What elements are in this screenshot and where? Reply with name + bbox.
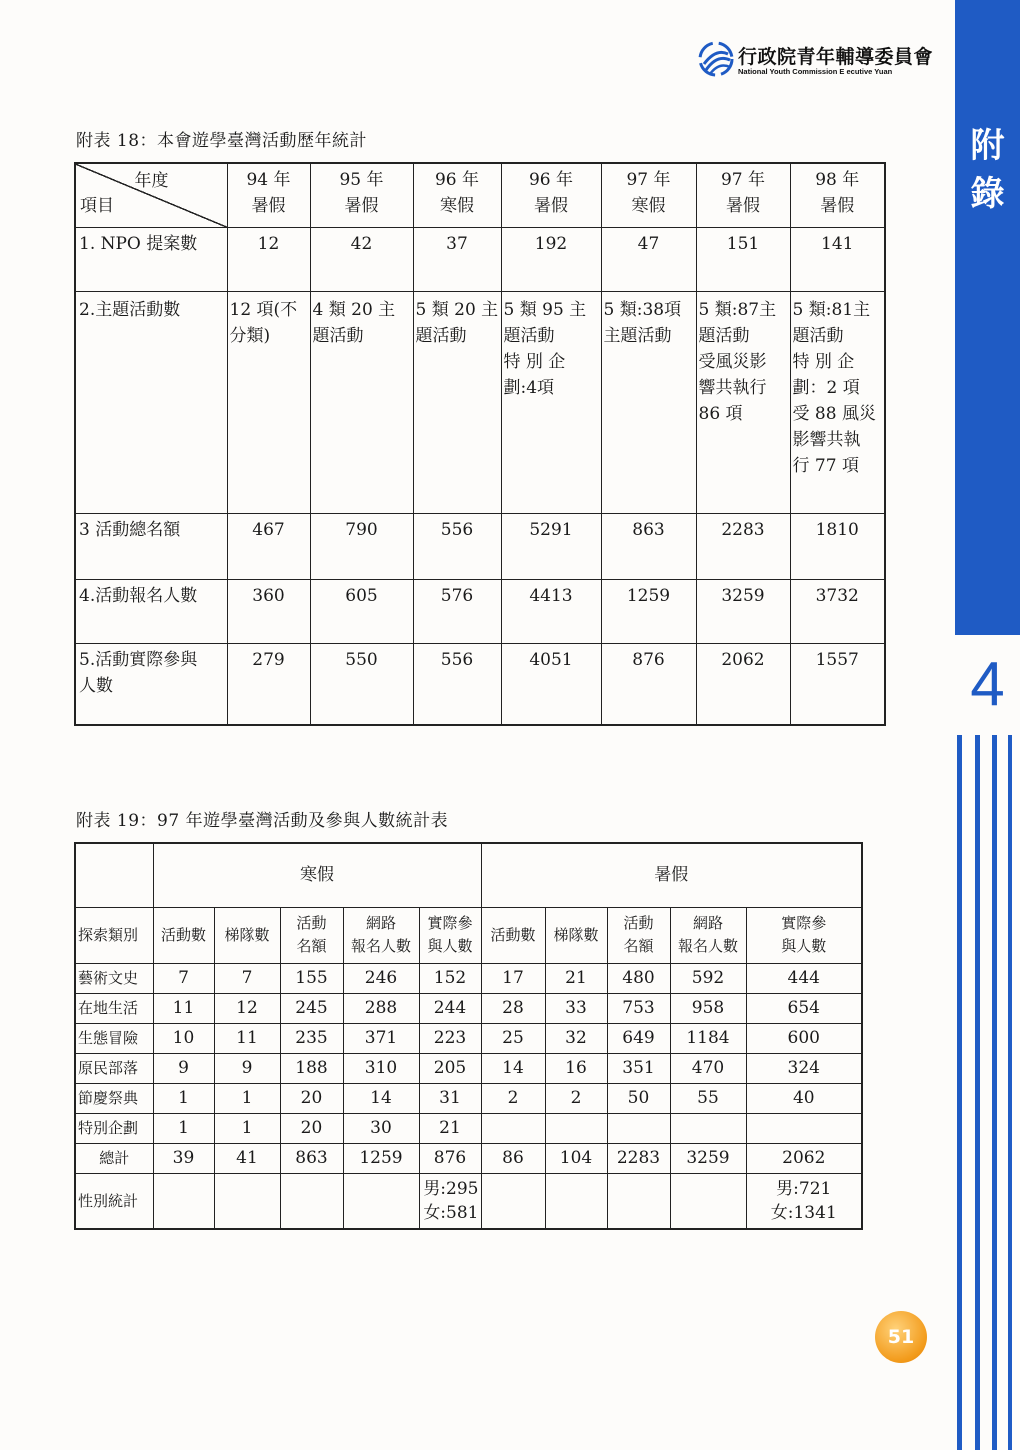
row-label: 5.活動實際參與 人數: [75, 643, 227, 725]
cell: 5 類:38項 主題活動: [601, 291, 696, 513]
cell: 480: [607, 963, 670, 993]
cell: 5 類 95 主 題活動 特 別 企 劃:4項: [501, 291, 601, 513]
cell: 2: [481, 1083, 545, 1113]
cell: 863: [280, 1143, 343, 1173]
cell: 55: [670, 1083, 746, 1113]
cell: 151: [696, 227, 790, 291]
cell: 2: [545, 1083, 607, 1113]
cell: 47: [601, 227, 696, 291]
cell: 12: [214, 993, 280, 1023]
decorative-stripe: [957, 735, 962, 1450]
row-label: 3 活動總名額: [75, 513, 227, 579]
sub-header: 實際參 與人數: [746, 907, 862, 963]
cell: 556: [413, 513, 501, 579]
cell: 1: [214, 1083, 280, 1113]
sub-header: 梯隊數: [545, 907, 607, 963]
cell: 600: [746, 1023, 862, 1053]
cell: 2062: [696, 643, 790, 725]
category-label: 在地生活: [75, 993, 153, 1023]
total-row: [75, 1143, 862, 1173]
cell: 351: [607, 1053, 670, 1083]
cell: [153, 1173, 214, 1229]
category-label: 藝術文史: [75, 963, 153, 993]
cell: 1557: [790, 643, 885, 725]
cell: 4413: [501, 579, 601, 643]
decorative-stripe: [975, 735, 980, 1450]
sub-header: 網路 報名人數: [670, 907, 746, 963]
table18-col-header: 97 年 暑假: [696, 163, 790, 227]
cell: 1: [214, 1113, 280, 1143]
cell: 141: [790, 227, 885, 291]
table-row: [75, 1053, 862, 1083]
decorative-stripe: [992, 735, 997, 1450]
cell: 16: [545, 1053, 607, 1083]
cell: 104: [545, 1143, 607, 1173]
table19-corner: [75, 843, 153, 907]
cell: 649: [607, 1023, 670, 1053]
cell: 223: [419, 1023, 481, 1053]
cell: 7: [214, 963, 280, 993]
cell: 37: [413, 227, 501, 291]
table18-corner: [75, 163, 227, 227]
cell: 470: [670, 1053, 746, 1083]
cell: 21: [545, 963, 607, 993]
gender-label: 性別統計: [75, 1173, 153, 1229]
org-name-en: National Youth Commission E ecutive Yuan: [738, 67, 893, 76]
table18-row: [75, 579, 885, 643]
cell: [214, 1173, 280, 1229]
group-winter: 寒假: [153, 843, 481, 907]
row-label: 4.活動報名人數: [75, 579, 227, 643]
cell: 5 類:81主 題活動 特 別 企 劃：2 項 受 88 風災 影響共執 行 77 項: [790, 291, 885, 513]
cell: 192: [501, 227, 601, 291]
cell: 753: [607, 993, 670, 1023]
cell: 12: [227, 227, 310, 291]
category-label: 特別企劃: [75, 1113, 153, 1143]
group-summer: 暑假: [481, 843, 862, 907]
cell: [607, 1113, 670, 1143]
cell: 550: [310, 643, 413, 725]
table-row: [75, 993, 862, 1023]
cell: 155: [280, 963, 343, 993]
cell: 3259: [670, 1143, 746, 1173]
table18-caption: 附表 18：本會遊學臺灣活動歷年統計: [76, 131, 368, 151]
cell: [545, 1173, 607, 1229]
cell: 1259: [601, 579, 696, 643]
decorative-stripe: [1008, 735, 1012, 1450]
cell: 246: [343, 963, 419, 993]
cell: 7: [153, 963, 214, 993]
table18-col-header: 98 年 暑假: [790, 163, 885, 227]
row-label: 2.主題活動數: [75, 291, 227, 513]
cell: 20: [280, 1113, 343, 1143]
cell: 2283: [607, 1143, 670, 1173]
cell: 39: [153, 1143, 214, 1173]
cell: 235: [280, 1023, 343, 1053]
table-row: [75, 963, 862, 993]
cell: 33: [545, 993, 607, 1023]
sub-header: 梯隊數: [214, 907, 280, 963]
cell: 14: [481, 1053, 545, 1083]
cell: 42: [310, 227, 413, 291]
corner-year: 年度: [134, 171, 169, 191]
page-number: 51: [875, 1311, 927, 1363]
cell: 245: [280, 993, 343, 1023]
cell: 863: [601, 513, 696, 579]
table18-row: [75, 291, 885, 513]
cell: 1: [153, 1113, 214, 1143]
table18-row: [75, 227, 885, 291]
cell: [280, 1173, 343, 1229]
cell: 41: [214, 1143, 280, 1173]
sub-header: 實際參 與人數: [419, 907, 481, 963]
table-row: [75, 1113, 862, 1143]
cell: 3259: [696, 579, 790, 643]
cell: 1: [153, 1083, 214, 1113]
category-header: 探索類別: [75, 907, 153, 963]
org-name: 行政院青年輔導委員會: [738, 46, 934, 68]
cell: 10: [153, 1023, 214, 1053]
sub-header: 活動數: [153, 907, 214, 963]
cell: 32: [545, 1023, 607, 1053]
cell: [481, 1173, 545, 1229]
cell: 279: [227, 643, 310, 725]
gender-row: [75, 1173, 862, 1229]
cell: 4 類 20 主 題活動: [310, 291, 413, 513]
cell: 5 類 20 主 題活動: [413, 291, 501, 513]
cell: [481, 1113, 545, 1143]
cell: 31: [419, 1083, 481, 1113]
cell: 28: [481, 993, 545, 1023]
cell: 2062: [746, 1143, 862, 1173]
cell: [343, 1173, 419, 1229]
cell: [545, 1113, 607, 1143]
cell: 244: [419, 993, 481, 1023]
table18-row: [75, 513, 885, 579]
cell: 86: [481, 1143, 545, 1173]
cell: [670, 1173, 746, 1229]
cell: 605: [310, 579, 413, 643]
category-label: 原民部落: [75, 1053, 153, 1083]
cell: 324: [746, 1053, 862, 1083]
table18-col-header: 96 年 暑假: [501, 163, 601, 227]
cell: 288: [343, 993, 419, 1023]
cell: 310: [343, 1053, 419, 1083]
table-row: [75, 1083, 862, 1113]
cell: 20: [280, 1083, 343, 1113]
chapter-number: 4: [970, 650, 1005, 719]
table18-col-header: 94 年 暑假: [227, 163, 310, 227]
table18-row: [75, 643, 885, 725]
table19-caption: 附表 19：97 年遊學臺灣活動及參與人數統計表: [76, 811, 449, 831]
table18-col-header: 97 年 寒假: [601, 163, 696, 227]
cell: 50: [607, 1083, 670, 1113]
cell: 30: [343, 1113, 419, 1143]
table-row: [75, 1023, 862, 1053]
cell: 592: [670, 963, 746, 993]
cell: 958: [670, 993, 746, 1023]
cell: [607, 1173, 670, 1229]
table18: [74, 162, 886, 726]
cell: 3732: [790, 579, 885, 643]
cell: 14: [343, 1083, 419, 1113]
cell: 40: [746, 1083, 862, 1113]
cell: 1259: [343, 1143, 419, 1173]
cell: 21: [419, 1113, 481, 1143]
cell: 12 項(不 分類): [227, 291, 310, 513]
cell: 876: [419, 1143, 481, 1173]
cell: 2283: [696, 513, 790, 579]
section-tab: [955, 0, 1020, 635]
cell: 1184: [670, 1023, 746, 1053]
cell: 9: [214, 1053, 280, 1083]
cell: 5 類:87主 題活動 受風災影 響共執行 86 項: [696, 291, 790, 513]
cell: 17: [481, 963, 545, 993]
cell: 876: [601, 643, 696, 725]
cell: 11: [214, 1023, 280, 1053]
logo-mark-icon: [697, 40, 735, 78]
row-label: 1. NPO 提案數: [75, 227, 227, 291]
cell: 11: [153, 993, 214, 1023]
sub-header: 活動數: [481, 907, 545, 963]
cell: 790: [310, 513, 413, 579]
table19: [74, 842, 863, 1230]
logo: [697, 40, 937, 80]
sub-header: 網路 報名人數: [343, 907, 419, 963]
cell: 556: [413, 643, 501, 725]
cell: [746, 1113, 862, 1143]
table18-col-header: 96 年 寒假: [413, 163, 501, 227]
table18-col-header: 95 年 暑假: [310, 163, 413, 227]
corner-item: 項目: [80, 195, 114, 216]
cell: 1810: [790, 513, 885, 579]
cell: 371: [343, 1023, 419, 1053]
gender-winter: 男:295 女:581: [419, 1173, 481, 1229]
section-label: 附 錄: [970, 126, 1005, 214]
sub-header: 活動 名額: [280, 907, 343, 963]
gender-summer: 男:721 女:1341: [746, 1173, 862, 1229]
cell: 576: [413, 579, 501, 643]
cell: 5291: [501, 513, 601, 579]
cell: 205: [419, 1053, 481, 1083]
category-label: 節慶祭典: [75, 1083, 153, 1113]
cell: 654: [746, 993, 862, 1023]
cell: 9: [153, 1053, 214, 1083]
cell: 188: [280, 1053, 343, 1083]
total-label: 總計: [75, 1143, 153, 1173]
category-label: 生態冒險: [75, 1023, 153, 1053]
cell: 25: [481, 1023, 545, 1053]
sub-header: 活動 名額: [607, 907, 670, 963]
cell: 4051: [501, 643, 601, 725]
cell: [670, 1113, 746, 1143]
cell: 152: [419, 963, 481, 993]
cell: 360: [227, 579, 310, 643]
cell: 444: [746, 963, 862, 993]
cell: 467: [227, 513, 310, 579]
